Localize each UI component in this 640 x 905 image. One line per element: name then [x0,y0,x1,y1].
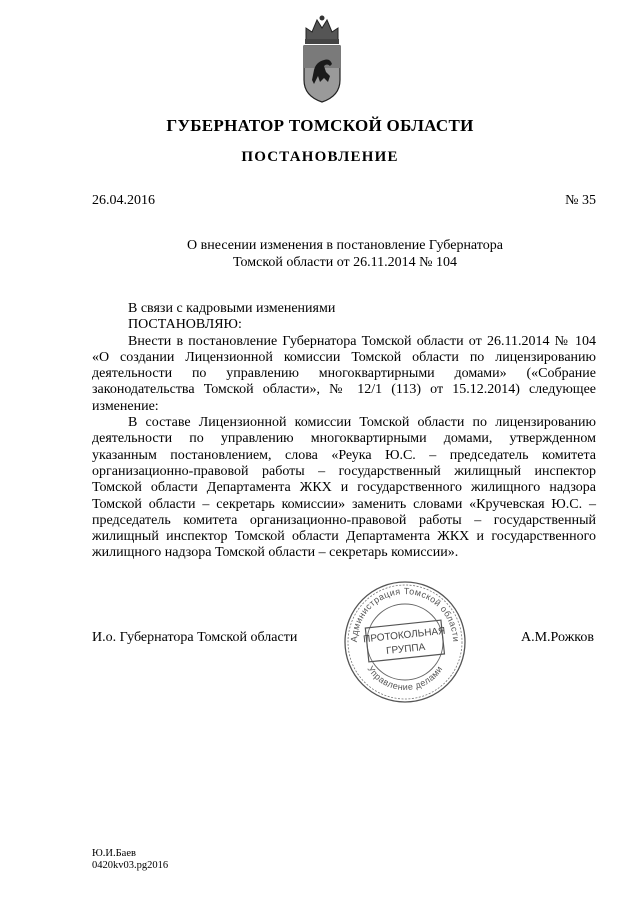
subject-line-2: Томской области от 26.11.2014 № 104 [233,255,457,270]
body-paragraph-4: В составе Лицензионной комиссии Томской области по лицензированию деятельности по управлению многоквартирными домами, утвержденном указанным постановлением, слова «Реука Ю.С. – председатель комитета организационно-правовой работы – государственный жилищный инспектор Томской области Департамента ЖКХ и государственного жилищного надзора Томской области – секретарь комиссии» заменить словами «Кручевская Ю.С. – председатель комитета организационно-правовой работы – государственный жилищный инспектор Томской области Департамента ЖКХ и государственного жилищного надзора Томской области – секретарь комиссии». [92,415,596,561]
seal-ring-top-text: Администрация Томской области [348,585,462,643]
seal-center-line-1: ПРОТОКОЛЬНАЯ [362,625,446,646]
document-number: № 35 [565,193,596,208]
document-body [92,301,596,562]
seal-ring-bottom-text: Управление делами [365,664,445,693]
document-date: 26.04.2016 [92,193,155,208]
official-seal-icon [343,580,467,704]
body-paragraph-3: Внести в постановление Губернатора Томской области от 26.11.2014 № 104 «О создании Лицензионной комиссии Томской области по лицензированию деятельности по управлению многоквартирными домами» («Собрание законодательства Томской области», № 12/1 (113) от 15.12.2014) следующее изменение: [92,333,596,414]
coat-of-arms-icon [300,10,344,106]
document-footer [92,848,168,872]
issuer-title: ГУБЕРНАТОР ТОМСКОЙ ОБЛАСТИ [166,116,474,135]
subject-line-1: О внесении изменения в постановление Губернатора [187,238,503,253]
signatory-name: А.М.Рожков [520,630,594,645]
file-reference: 0420kv03.pg2016 [92,860,169,871]
signatory-position: И.о. Губернатора Томской области [92,630,298,645]
body-paragraph-2: ПОСТАНОВЛЯЮ: [128,317,242,333]
executor-name: Ю.И.Баев [92,848,136,859]
document-type: ПОСТАНОВЛЕНИЕ [241,149,399,165]
seal-center-line-2: ГРУППА [385,641,426,657]
document-subject [0,237,640,271]
body-paragraph-1: В связи с кадровыми изменениями [128,301,336,316]
